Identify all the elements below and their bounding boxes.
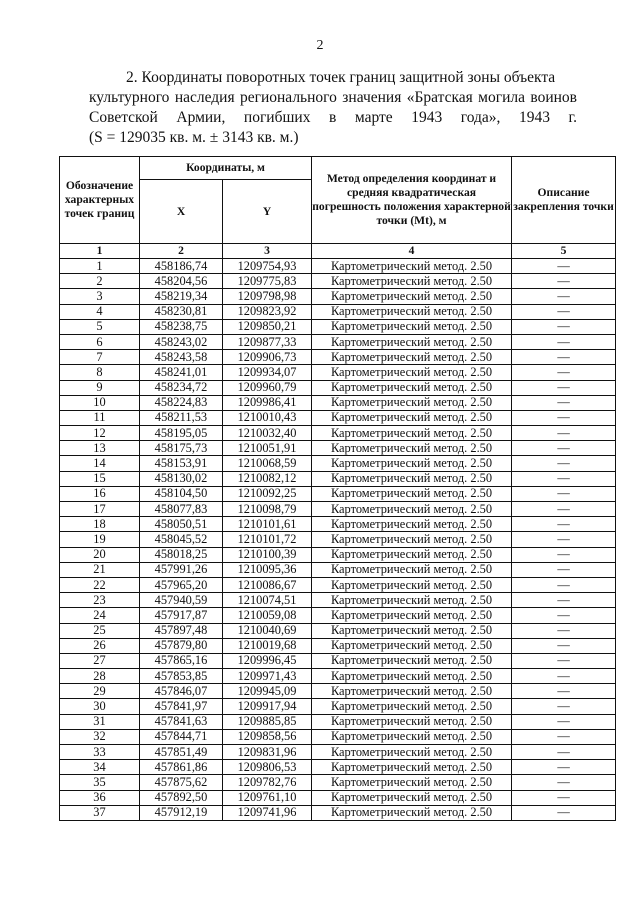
point-number-cell: 6 [60,334,140,349]
table-row [60,805,616,820]
table-row [60,775,616,790]
column-number: 3 [223,244,312,259]
y-coordinate-cell: 1210101,61 [223,517,312,532]
method-cell: Картометрический метод. 2.50 [312,623,512,638]
x-coordinate-cell: 457844,71 [140,729,223,744]
y-coordinate-cell: 1210100,39 [223,547,312,562]
y-coordinate-cell: 1209986,41 [223,395,312,410]
description-cell: — [512,456,616,471]
x-coordinate-cell: 457851,49 [140,745,223,760]
x-coordinate-cell: 457897,48 [140,623,223,638]
description-cell: — [512,319,616,334]
table-row [60,684,616,699]
description-cell: — [512,593,616,608]
method-cell: Картометрический метод. 2.50 [312,410,512,425]
y-coordinate-cell: 1209806,53 [223,760,312,775]
x-coordinate-cell: 458195,05 [140,426,223,441]
method-cell: Картометрический метод. 2.50 [312,653,512,668]
table-row [60,517,616,532]
header-coordinates: Координаты, м [140,157,312,180]
description-cell: — [512,395,616,410]
x-coordinate-cell: 458241,01 [140,365,223,380]
description-cell: — [512,608,616,623]
method-cell: Картометрический метод. 2.50 [312,790,512,805]
point-number-cell: 25 [60,623,140,638]
table-row [60,259,616,274]
method-cell: Картометрический метод. 2.50 [312,486,512,501]
x-coordinate-cell: 458130,02 [140,471,223,486]
y-coordinate-cell: 1209831,96 [223,745,312,760]
table-row [60,714,616,729]
x-coordinate-cell: 458104,50 [140,486,223,501]
point-number-cell: 17 [60,502,140,517]
table-row [60,593,616,608]
y-coordinate-cell: 1210040,69 [223,623,312,638]
point-number-cell: 12 [60,426,140,441]
point-number-cell: 18 [60,517,140,532]
table-row [60,274,616,289]
method-cell: Картометрический метод. 2.50 [312,441,512,456]
description-cell: — [512,441,616,456]
point-number-cell: 14 [60,456,140,471]
table-row [60,380,616,395]
point-number-cell: 10 [60,395,140,410]
point-number-cell: 29 [60,684,140,699]
table-row [60,334,616,349]
table-row [60,547,616,562]
x-coordinate-cell: 458219,34 [140,289,223,304]
column-number: 5 [512,244,616,259]
x-coordinate-cell: 457879,80 [140,638,223,653]
method-cell: Картометрический метод. 2.50 [312,259,512,274]
column-number: 2 [140,244,223,259]
header-y: Y [223,180,312,244]
table-body [60,259,616,821]
description-cell: — [512,790,616,805]
method-cell: Картометрический метод. 2.50 [312,517,512,532]
x-coordinate-cell: 458211,53 [140,410,223,425]
table-row [60,532,616,547]
header-designation: Обозначение характерных точек границ [60,157,140,244]
description-cell: — [512,486,616,501]
x-coordinate-cell: 457917,87 [140,608,223,623]
point-number-cell: 13 [60,441,140,456]
point-number-cell: 9 [60,380,140,395]
point-number-cell: 37 [60,805,140,820]
x-coordinate-cell: 457965,20 [140,577,223,592]
description-cell: — [512,289,616,304]
point-number-cell: 31 [60,714,140,729]
y-coordinate-cell: 1209971,43 [223,669,312,684]
method-cell: Картометрический метод. 2.50 [312,608,512,623]
column-number: 4 [312,244,512,259]
y-coordinate-cell: 1210068,59 [223,456,312,471]
x-coordinate-cell: 458204,56 [140,274,223,289]
table-row [60,623,616,638]
description-cell: — [512,805,616,820]
method-cell: Картометрический метод. 2.50 [312,729,512,744]
x-coordinate-cell: 458186,74 [140,259,223,274]
x-coordinate-cell: 457865,16 [140,653,223,668]
x-coordinate-cell: 457991,26 [140,562,223,577]
description-cell: — [512,623,616,638]
description-cell: — [512,304,616,319]
x-coordinate-cell: 457846,07 [140,684,223,699]
description-cell: — [512,775,616,790]
point-number-cell: 34 [60,760,140,775]
table-row [60,577,616,592]
description-cell: — [512,745,616,760]
y-coordinate-cell: 1209906,73 [223,350,312,365]
method-cell: Картометрический метод. 2.50 [312,289,512,304]
section-heading [89,68,577,148]
description-cell: — [512,714,616,729]
table-row [60,304,616,319]
table-row [60,289,616,304]
point-number-cell: 36 [60,790,140,805]
description-cell: — [512,426,616,441]
method-cell: Картометрический метод. 2.50 [312,471,512,486]
y-coordinate-cell: 1209917,94 [223,699,312,714]
x-coordinate-cell: 457841,63 [140,714,223,729]
method-cell: Картометрический метод. 2.50 [312,760,512,775]
y-coordinate-cell: 1209782,76 [223,775,312,790]
y-coordinate-cell: 1209823,92 [223,304,312,319]
point-number-cell: 32 [60,729,140,744]
y-coordinate-cell: 1210074,51 [223,593,312,608]
table-row [60,699,616,714]
y-coordinate-cell: 1209934,07 [223,365,312,380]
method-cell: Картометрический метод. 2.50 [312,638,512,653]
y-coordinate-cell: 1209877,33 [223,334,312,349]
description-cell: — [512,684,616,699]
x-coordinate-cell: 457912,19 [140,805,223,820]
point-number-cell: 5 [60,319,140,334]
column-number: 1 [60,244,140,259]
description-cell: — [512,517,616,532]
header-method: Метод определения координат и средняя квадратическая погрешность положения характерной точки (Mt), м [312,157,512,244]
description-cell: — [512,760,616,775]
method-cell: Картометрический метод. 2.50 [312,502,512,517]
y-coordinate-cell: 1210010,43 [223,410,312,425]
table-row [60,410,616,425]
method-cell: Картометрический метод. 2.50 [312,334,512,349]
table-row [60,669,616,684]
description-cell: — [512,577,616,592]
point-number-cell: 15 [60,471,140,486]
method-cell: Картометрический метод. 2.50 [312,380,512,395]
description-cell: — [512,274,616,289]
description-cell: — [512,350,616,365]
method-cell: Картометрический метод. 2.50 [312,395,512,410]
x-coordinate-cell: 457892,50 [140,790,223,805]
method-cell: Картометрический метод. 2.50 [312,669,512,684]
method-cell: Картометрический метод. 2.50 [312,805,512,820]
method-cell: Картометрический метод. 2.50 [312,577,512,592]
table-row [60,562,616,577]
point-number-cell: 21 [60,562,140,577]
point-number-cell: 35 [60,775,140,790]
y-coordinate-cell: 1209775,83 [223,274,312,289]
table-row [60,729,616,744]
y-coordinate-cell: 1210032,40 [223,426,312,441]
table-row [60,456,616,471]
point-number-cell: 26 [60,638,140,653]
y-coordinate-cell: 1209960,79 [223,380,312,395]
x-coordinate-cell: 457875,62 [140,775,223,790]
method-cell: Картометрический метод. 2.50 [312,426,512,441]
method-cell: Картометрический метод. 2.50 [312,532,512,547]
description-cell: — [512,471,616,486]
method-cell: Картометрический метод. 2.50 [312,304,512,319]
table-row [60,745,616,760]
description-cell: — [512,699,616,714]
table-row [60,441,616,456]
point-number-cell: 22 [60,577,140,592]
point-number-cell: 27 [60,653,140,668]
y-coordinate-cell: 1209996,45 [223,653,312,668]
point-number-cell: 3 [60,289,140,304]
table-row [60,350,616,365]
header-x: X [140,180,223,244]
method-cell: Картометрический метод. 2.50 [312,699,512,714]
method-cell: Картометрический метод. 2.50 [312,319,512,334]
header-description: Описание закрепления точки [512,157,616,244]
x-coordinate-cell: 457853,85 [140,669,223,684]
point-number-cell: 4 [60,304,140,319]
point-number-cell: 11 [60,410,140,425]
description-cell: — [512,532,616,547]
description-cell: — [512,334,616,349]
point-number-cell: 33 [60,745,140,760]
x-coordinate-cell: 458153,91 [140,456,223,471]
y-coordinate-cell: 1209945,09 [223,684,312,699]
heading-line-3: Советской Армии, погибших в марте 1943 года», 1943 г. [89,109,577,126]
method-cell: Картометрический метод. 2.50 [312,365,512,380]
y-coordinate-cell: 1210051,91 [223,441,312,456]
y-coordinate-cell: 1210019,68 [223,638,312,653]
y-coordinate-cell: 1209754,93 [223,259,312,274]
point-number-cell: 24 [60,608,140,623]
point-number-cell: 8 [60,365,140,380]
y-coordinate-cell: 1210086,67 [223,577,312,592]
y-coordinate-cell: 1209850,21 [223,319,312,334]
description-cell: — [512,669,616,684]
x-coordinate-cell: 458077,83 [140,502,223,517]
table-row [60,760,616,775]
table-row [60,608,616,623]
description-cell: — [512,502,616,517]
y-coordinate-cell: 1210098,79 [223,502,312,517]
point-number-cell: 2 [60,274,140,289]
point-number-cell: 1 [60,259,140,274]
table-row [60,471,616,486]
description-cell: — [512,365,616,380]
x-coordinate-cell: 458224,83 [140,395,223,410]
x-coordinate-cell: 458175,73 [140,441,223,456]
y-coordinate-cell: 1210101,72 [223,532,312,547]
description-cell: — [512,410,616,425]
x-coordinate-cell: 458234,72 [140,380,223,395]
x-coordinate-cell: 458243,02 [140,334,223,349]
method-cell: Картометрический метод. 2.50 [312,274,512,289]
x-coordinate-cell: 458045,52 [140,532,223,547]
point-number-cell: 7 [60,350,140,365]
y-coordinate-cell: 1210059,08 [223,608,312,623]
x-coordinate-cell: 458230,81 [140,304,223,319]
point-number-cell: 19 [60,532,140,547]
method-cell: Картометрический метод. 2.50 [312,456,512,471]
x-coordinate-cell: 458243,58 [140,350,223,365]
description-cell: — [512,380,616,395]
table-row [60,486,616,501]
x-coordinate-cell: 457861,86 [140,760,223,775]
y-coordinate-cell: 1210092,25 [223,486,312,501]
method-cell: Картометрический метод. 2.50 [312,593,512,608]
x-coordinate-cell: 458238,75 [140,319,223,334]
coordinates-table [59,156,616,821]
method-cell: Картометрический метод. 2.50 [312,775,512,790]
page-number: 2 [316,38,324,53]
point-number-cell: 16 [60,486,140,501]
description-cell: — [512,547,616,562]
y-coordinate-cell: 1210082,12 [223,471,312,486]
point-number-cell: 23 [60,593,140,608]
method-cell: Картометрический метод. 2.50 [312,547,512,562]
y-coordinate-cell: 1209798,98 [223,289,312,304]
method-cell: Картометрический метод. 2.50 [312,350,512,365]
table-row [60,502,616,517]
x-coordinate-cell: 457841,97 [140,699,223,714]
description-cell: — [512,729,616,744]
heading-line-2: культурного наследия регионального значения «Братская могила воинов [89,89,577,106]
heading-line-4: (S = 129035 кв. м. ± 3143 кв. м.) [89,129,299,146]
y-coordinate-cell: 1210095,36 [223,562,312,577]
x-coordinate-cell: 458018,25 [140,547,223,562]
table-row [60,395,616,410]
point-number-cell: 28 [60,669,140,684]
table-row [60,319,616,334]
y-coordinate-cell: 1209858,56 [223,729,312,744]
table-row [60,790,616,805]
table-row [60,365,616,380]
method-cell: Картометрический метод. 2.50 [312,562,512,577]
table-row [60,638,616,653]
point-number-cell: 30 [60,699,140,714]
point-number-cell: 20 [60,547,140,562]
description-cell: — [512,562,616,577]
method-cell: Картометрический метод. 2.50 [312,684,512,699]
x-coordinate-cell: 458050,51 [140,517,223,532]
table-row [60,426,616,441]
y-coordinate-cell: 1209741,96 [223,805,312,820]
y-coordinate-cell: 1209885,85 [223,714,312,729]
x-coordinate-cell: 457940,59 [140,593,223,608]
description-cell: — [512,259,616,274]
method-cell: Картометрический метод. 2.50 [312,745,512,760]
table-row [60,653,616,668]
y-coordinate-cell: 1209761,10 [223,790,312,805]
description-cell: — [512,638,616,653]
description-cell: — [512,653,616,668]
method-cell: Картометрический метод. 2.50 [312,714,512,729]
heading-line-1: 2. Координаты поворотных точек границ защитной зоны объекта [126,69,556,86]
